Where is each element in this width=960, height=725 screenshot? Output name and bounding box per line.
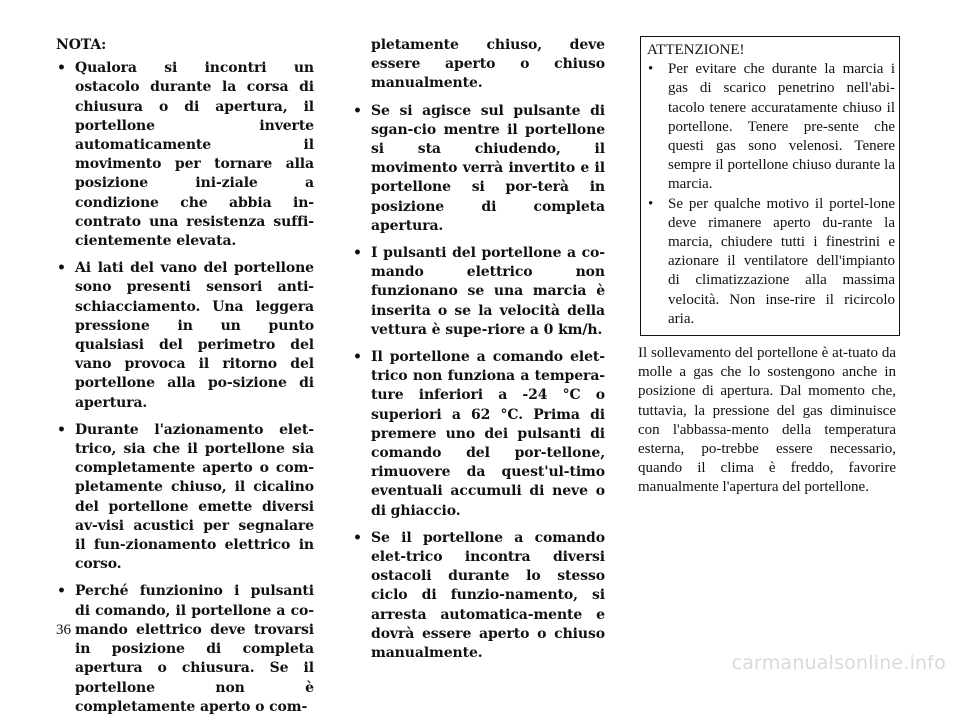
list-item (647, 195, 895, 329)
bullet-icon: • (353, 102, 362, 119)
list-item (352, 244, 605, 340)
list-item-text: pletamente chiuso, deve essere aperto o chiuso manualmente. (371, 37, 605, 92)
note-list-continued (352, 36, 605, 663)
list-item-text: I pulsanti del portellone a co-mando elettrico non funzionano se una marcia è inserita o se la velocità della vettura è supe-riore a 0 km/h. (371, 245, 605, 338)
list-item-text: Per evitare che durante la marcia i gas di scarico penetrino nell'abi-tacolo tenere accuratamente chiuso il portellone. Tenere pre-sente che questi gas sono velenosi. Tenere sempre il portellone chiuso durante la marcia. (668, 61, 895, 193)
list-item-text: Durante l'azionamento elet-trico, sia che il portellone sia completamente aperto o com-pletamente chiuso, il cicalino del portellone emette diversi av-visi acustici per segnalare il fun-zionamento elettrico in corso. (75, 421, 314, 573)
bullet-icon: • (353, 349, 362, 366)
bullet-icon: • (648, 61, 654, 78)
bullet-icon: • (57, 260, 66, 277)
list-item (56, 259, 314, 413)
list-item-text: Se il portellone a comando elet-trico incontra diversi ostacoli durante lo stesso ciclo di funzio-namento, si arresta automatica-mente e dovrà essere aperto o chiuso manualmente. (371, 529, 605, 662)
list-item-text: Ai lati del vano del portellone sono presenti sensori anti-schiacciamento. Una leggera pressione in un punto qualsiasi del perimetro del vano provoca il ritorno del portellone alla po-sizione di apertura. (75, 260, 314, 411)
note-list (56, 59, 314, 717)
page-number: 36 (56, 622, 71, 638)
list-item (352, 102, 605, 236)
list-item (56, 582, 314, 716)
list-item-text: Perché funzionino i pulsanti di comando, il portellone a co-mando elettrico deve trovarsi in posizione di completa apertura o chiusura. Se il portellone non è completamente aperto o com- (75, 583, 314, 715)
bullet-icon: • (353, 245, 362, 262)
list-item-continuation (352, 36, 605, 94)
bullet-icon: • (57, 60, 66, 77)
body-paragraph: Il sollevamento del portellone è at-tuato da molle a gas che lo sostengono anche in posizione di apertura. Dal momento che, tuttavia, la pressione del gas diminuisce con l'abbassa-mento della temperatura esterna, po-trebbe essere necessario, quando il clima è freddo, favorire manualmente l'apertura del portellone. (638, 345, 896, 496)
warning-box (640, 36, 900, 336)
bullet-icon: • (353, 529, 362, 546)
warning-list (647, 60, 895, 329)
middle-column (352, 36, 605, 671)
list-item-text: Se si agisce sul pulsante di sgan-cio mentre il portellone si sta chiudendo, il movimento verrà invertito e il portellone si por-terà in posizione di completa apertura. (371, 102, 605, 234)
list-item-text: Se per qualche motivo il portel-lone deve rimanere aperto du-rante la marcia, chiudere tutti i finestrini e azionare il ventilatore dell'impianto di climatizzazione alla massima velocità. Non inse-rire il ricircolo aria. (668, 195, 895, 327)
bullet-icon: • (57, 421, 66, 438)
list-item (352, 529, 605, 663)
right-column (638, 36, 896, 498)
note-heading: NOTA: (56, 37, 107, 53)
bullet-icon: • (57, 583, 66, 600)
list-item (647, 60, 895, 194)
watermark: carmanualsonline.info (731, 652, 946, 674)
left-column (56, 36, 314, 725)
bullet-icon: • (648, 195, 654, 212)
list-item-text: Il portellone a comando elet-trico non funziona a tempera-ture inferiori a -24 °C o superiori a 62 °C. Prima di premere uno dei pulsanti di comando del por-tellone, rimuovere da quest'ul-timo eventuali accumuli di neve o di ghiaccio. (371, 349, 605, 519)
warning-heading: ATTENZIONE! (647, 42, 745, 58)
list-item (352, 348, 605, 521)
list-item (56, 421, 314, 575)
list-item (56, 59, 314, 251)
list-item-text: Qualora si incontri un ostacolo durante la corsa di chiusura o di apertura, il portellone inverte automaticamente il movimento per tornare alla posizione ini-ziale a condizione che abbia in-contrato una resistenza suffi-cientemente elevata. (75, 60, 314, 250)
